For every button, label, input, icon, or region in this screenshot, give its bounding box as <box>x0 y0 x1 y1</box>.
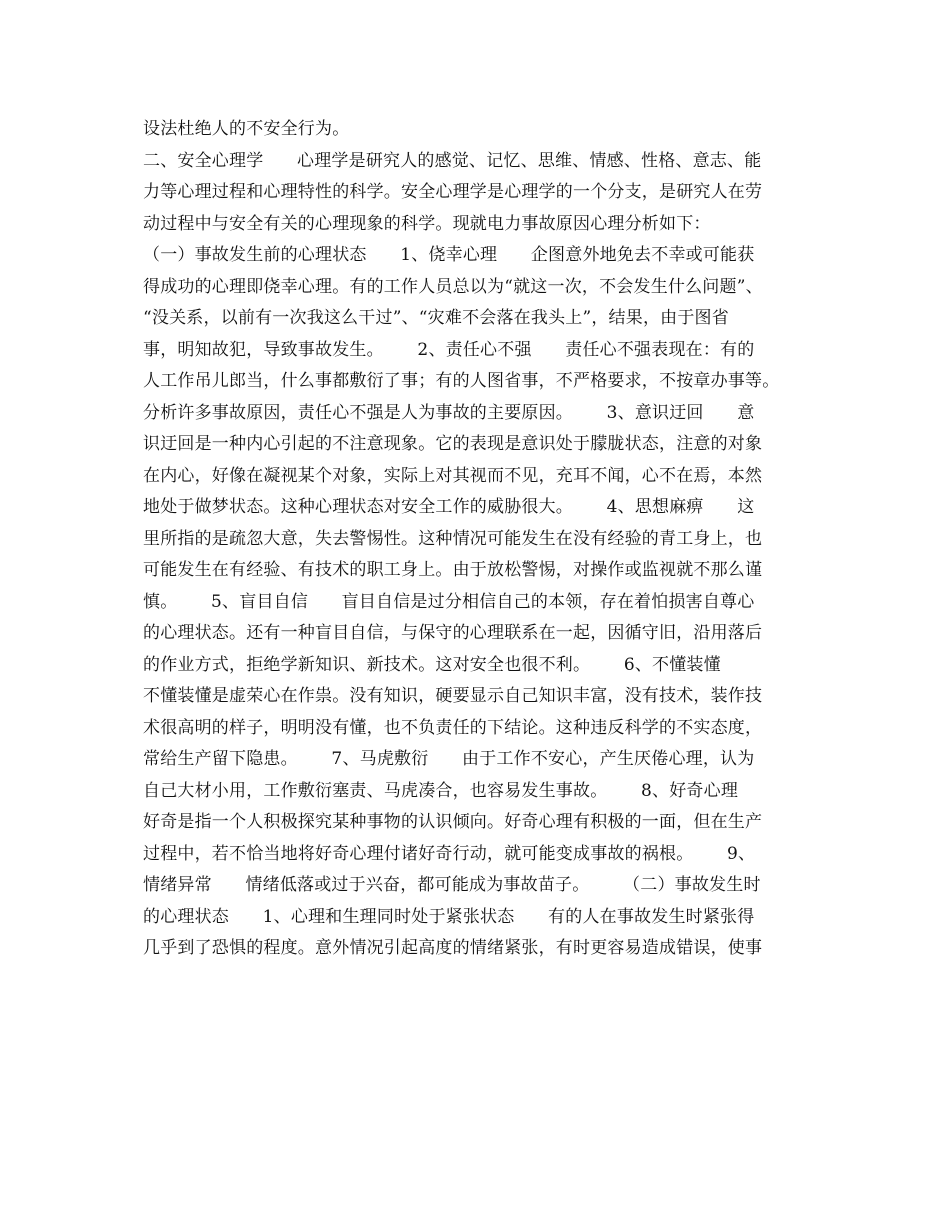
text-line: 情绪异常 情绪低落或过于兴奋，都可能成为事故苗子。 （二）事故发生时 <box>143 875 761 895</box>
text-line: 二、安全心理学 心理学是研究人的感觉、记忆、思维、情感、性格、意志、能 <box>143 150 762 171</box>
text-line: 里所指的是疏忽大意，失去警惕性。这种情况可能发生在没有经验的青工身上，也 <box>143 528 763 549</box>
text-line: 的心理状态 1、心理和生理同时处于紧张状态 有的人在事故发生时紧张得 <box>143 906 755 927</box>
text-line: （一）事故发生前的心理状态 1、侥幸心理 企图意外地免去不幸或可能获 <box>143 245 755 265</box>
text-line: 人工作吊儿郎当，什么事都敷衍了事；有的人图省事，不严格要求，不按章办事等。 <box>143 371 780 391</box>
text-line: 常给生产留下隐患。 7、马虎敷衍 由于工作不安心，产生厌倦心理，认为 <box>143 749 755 769</box>
text-line: 动过程中与安全有关的心理现象的科学。现就电力事故原因心理分析如下： <box>143 213 711 234</box>
text-line: 过程中，若不恰当地将好奇心理付诸好奇行动，就可能变成事故的祸根。 9、 <box>143 843 756 864</box>
text-line: 在内心，好像在凝视某个对象，实际上对其视而不见，充耳不闻，心不在焉，本然 <box>143 465 763 486</box>
text-line: 慎。 5、盲目自信 盲目自信是过分相信自己的本领，存在着怕损害自尊心 <box>143 591 755 612</box>
text-line: 识迂回是一种内心引起的不注意现象。它的表现是意识处于朦胧状态，注意的对象 <box>143 434 763 454</box>
text-line: 得成功的心理即侥幸心理。有的工作人员总以为“就这一次，不会发生什么问题”、 <box>143 276 763 297</box>
text-line: 可能发生在有经验、有技术的职工身上。由于放松警惕，对操作或监视就不那么谨 <box>143 560 763 580</box>
text-line: 好奇是指一个人积极探究某种事物的认识倾向。好奇心理有积极的一面，但在生产 <box>143 812 763 832</box>
text-line: 术很高明的样子，明明没有懂，也不负责任的下结论。这种违反科学的不实态度， <box>143 717 763 738</box>
body-text <box>143 114 833 965</box>
text-line: 的作业方式，拒绝学新知识、新技术。这对安全也很不利。 6、不懂装懂 <box>143 654 721 675</box>
text-line: 分析许多事故原因，责任心不强是人为事故的主要原因。 3、意识迂回 意 <box>143 402 755 423</box>
text-line: 不懂装懂是虚荣心在作祟。没有知识，硬要显示自己知识丰富，没有技术，装作技 <box>143 686 763 706</box>
text-line: 力等心理过程和心理特性的科学。安全心理学是心理学的一个分支，是研究人在劳 <box>143 182 763 202</box>
text-line: 的心理状态。还有一种盲目自信，与保守的心理联系在一起，因循守旧，沿用落后 <box>143 623 763 643</box>
text-line: 几乎到了恐惧的程度。意外情况引起高度的情绪紧张，有时更容易造成错误，使事 <box>143 938 763 958</box>
text-line: 地处于做梦状态。这种心理状态对安全工作的威胁很大。 4、思想麻痹 这 <box>143 497 755 517</box>
text-line: 设法杜绝人的不安全行为。 <box>143 119 350 139</box>
text-line: 事，明知故犯，导致事故发生。 2、责任心不强 责任心不强表现在：有的 <box>143 339 755 360</box>
text-line: “没关系，以前有一次我这么干过”、“灾难不会落在我头上”，结果，由于图省 <box>143 308 729 328</box>
text-line: 自己大材小用，工作敷衍塞责、马虎凑合，也容易发生事故。 8、好奇心理 <box>143 780 739 801</box>
